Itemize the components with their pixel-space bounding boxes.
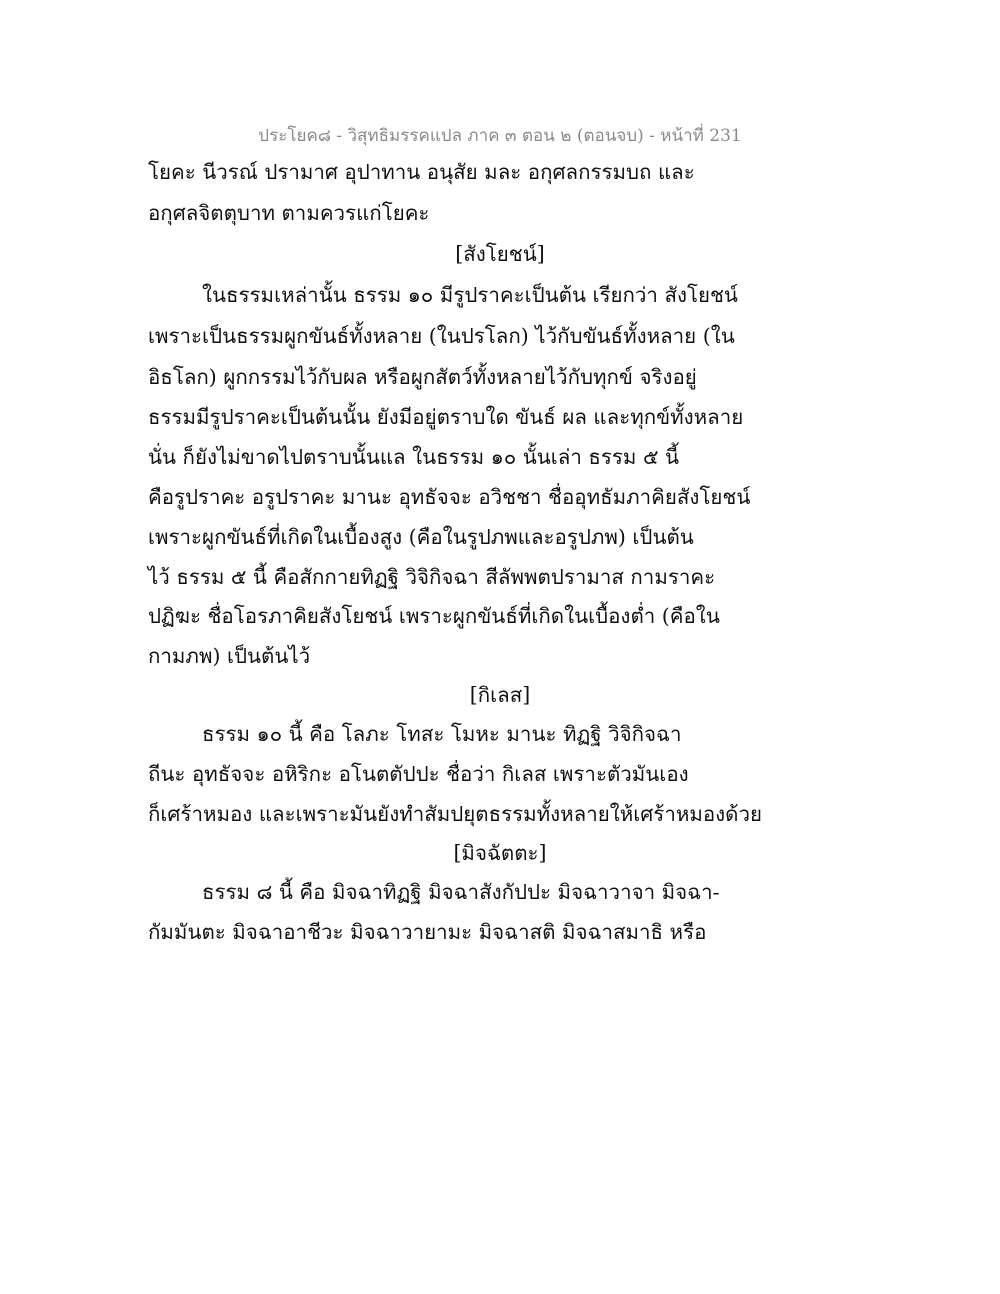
body-line: นั่น ก็ยังไม่ขาดไปตราบนั้นแล ในธรรม ๑๐ นั้นเล่า ธรรม ๕ นี้ [148, 445, 679, 469]
section-heading-sangyojana: [สังโยชน์] [455, 242, 545, 266]
body-line: เพราะเป็นธรรมผูกขันธ์ทั้งหลาย (ในปรโลก) ไว้กับขันธ์ทั้งหลาย (ใน [148, 324, 735, 348]
body-line: อิธโลก) ผูกกรรมไว้กับผล หรือผูกสัตว์ทั้งหลายไว้กับทุกข์ จริงอยู่ [148, 365, 697, 389]
body-line: ไว้ ธรรม ๕ นี้ คือสักกายทิฏฐิ วิจิกิจฉา สีลัพพตปรามาส กามราคะ [148, 565, 716, 589]
body-line: กัมมันตะ มิจฉาอาชีวะ มิจฉาวายามะ มิจฉาสติ มิจฉาสมาธิ หรือ [148, 920, 707, 944]
body-line: โยคะ นีวรณ์ ปรามาศ อุปาทาน อนุสัย มละ อกุศลกรรมบถ และ [148, 160, 695, 184]
body-line: คือรูปราคะ อรูปราคะ มานะ อุทธัจจะ อวิชชา ชื่ออุทธัมภาคิยสังโยชน์ [148, 485, 751, 509]
running-header: ประโยค๘ - วิสุทธิมรรคแปล ภาค ๓ ตอน ๒ (ตอนจบ) - หน้าที่ 231 [258, 126, 742, 146]
body-line: ก็เศร้าหมอง และเพราะมันยังทำสัมปยุตธรรมทั้งหลายให้เศร้าหมองด้วย [148, 802, 763, 826]
body-line: ถีนะ อุทธัจจะ อหิริกะ อโนตตัปปะ ชื่อว่า กิเลส เพราะตัวมันเอง [148, 762, 689, 786]
body-line: ปฏิฆะ ชื่อโอรภาคิยสังโยชน์ เพราะผูกขันธ์ที่เกิดในเบื้องต่ำ (คือใน [148, 604, 720, 628]
body-line: อกุศลจิตตุบาท ตามควรแก่โยคะ [148, 201, 430, 225]
paragraph-first-line: ในธรรมเหล่านั้น ธรรม ๑๐ มีรูปราคะเป็นต้น เรียกว่า สังโยชน์ [202, 283, 738, 307]
body-line: ธรรมมีรูปราคะเป็นต้นนั้น ยังมีอยู่ตราบใด ขันธ์ ผล และทุกข์ทั้งหลาย [148, 405, 744, 429]
section-heading-kilesa: [กิเลส] [469, 683, 531, 707]
body-line: เพราะผูกขันธ์ที่เกิดในเบื้องสูง (คือในรูปภพและอรูปภพ) เป็นต้น [148, 525, 694, 549]
paragraph-first-line: ธรรม ๘ นี้ คือ มิจฉาทิฏฐิ มิจฉาสังกัปปะ มิจฉาวาจา มิจฉา- [202, 880, 720, 904]
paragraph-first-line: ธรรม ๑๐ นี้ คือ โลภะ โทสะ โมหะ มานะ ทิฏฐิ วิจิกิจฉา [202, 722, 682, 746]
section-heading-micchatta: [มิจฉัตตะ] [453, 841, 547, 865]
body-line: กามภพ) เป็นต้นไว้ [148, 644, 311, 668]
